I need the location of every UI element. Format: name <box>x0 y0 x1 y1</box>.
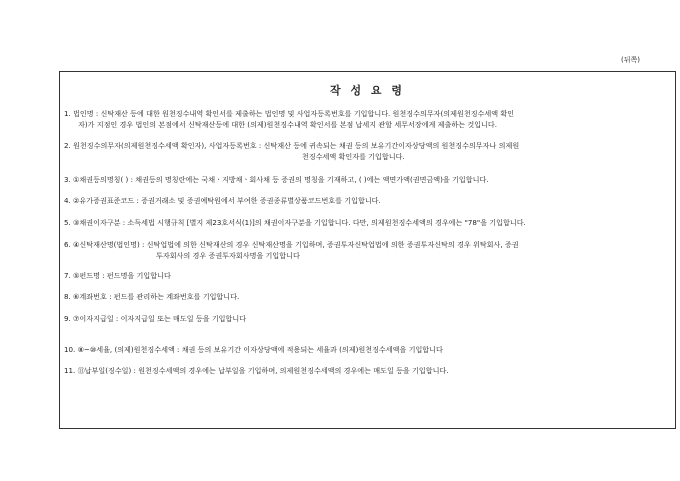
instruction-item-5 <box>64 217 669 228</box>
item-number: 10. <box>64 345 76 354</box>
instruction-item-10 <box>64 344 669 355</box>
item-text-line2: 자)가 지점인 경우 법인의 본점에서 신탁재산등에 대한 (의제)원천징수내역 확인서를 본점 납세지 관할 세무서장에게 제출하는 것입니다. <box>78 120 498 129</box>
item-text-line1: ③채권이자구분 : 소득세법 시행규칙 [별지 제23호서식(1)]의 채권이자구분을 기입합니다. 다만, 의제원천징수세액의 경우에는 "78"을 기입합니다. <box>73 218 526 227</box>
item-number: 4. <box>64 196 71 205</box>
item-number: 1. <box>64 109 71 118</box>
item-number: 9. <box>64 314 71 323</box>
item-text-line1: 법인명 : 신탁재산 등에 대한 원천징수내역 확인서를 제출하는 법인명 및 사업자등록번호를 기입합니다. 원천징수의무자(의제원천징수세액 확인 <box>73 109 515 118</box>
item-number: 7. <box>64 271 71 280</box>
item-text-line1: ②유가증권표준코드 : 증권거래소 및 증권예탁원에서 부여한 증권종류별상품코드번호를 기입합니다. <box>73 196 381 205</box>
page-title: 작 성 요 령 <box>330 84 405 97</box>
instruction-item-6 <box>64 239 669 261</box>
instruction-item-8 <box>64 291 669 302</box>
item-number: 6. <box>64 240 71 249</box>
page-marker: (뒤쪽) <box>621 56 640 64</box>
item-text-line1: ④신탁재산명(법인명) : 신탁업법에 의한 신탁재산의 경우 신탁재산명을 기입하며, 증권투자신탁업법에 의한 증권투자신탁의 경우 위탁회사, 증권 <box>73 240 519 249</box>
instruction-item-3 <box>64 174 669 185</box>
instruction-item-9 <box>64 313 669 324</box>
item-text-line2: 투자회사의 경우 증권투자회사명을 기입합니다 <box>156 251 300 260</box>
item-text-line1: ⑤펀드명 : 펀드명을 기입합니다 <box>73 271 171 280</box>
item-text-line2: 천징수세액 확인자를 기입합니다. <box>302 152 405 161</box>
item-number: 2. <box>64 141 71 150</box>
item-text-line1: ⑥계좌번호 : 펀드를 관리하는 계좌번호를 기입합니다. <box>73 292 240 301</box>
item-text-line1: ⑦이자지급일 : 이자지급일 또는 매도일 등을 기입합니다 <box>73 314 247 323</box>
instruction-item-4 <box>64 195 669 206</box>
instructions-box <box>59 71 676 429</box>
item-text-line1: ⑧~⑩세율, (의제)원천징수세액 : 채권 등의 보유기간 이자상당액에 적용되는 세율과 (의제)원천징수세액을 기입합니다 <box>77 345 443 354</box>
item-text-line1: ⑪납부일(징수일) : 원천징수세액의 경우에는 납부일을 기입하며, 의제원천징수세액의 경우에는 매도일 등을 기입합니다. <box>77 366 449 375</box>
item-text-line1: 원천징수의무자(의제원천징수세액 확인자), 사업자등록번호 : 신탁재산 등에 귀속되는 채권 등의 보유기간이자상당액의 원천징수의무자나 의제원 <box>73 141 520 150</box>
instruction-item-1 <box>64 108 669 130</box>
item-number: 11. <box>64 366 76 375</box>
item-number: 3. <box>64 175 71 184</box>
instruction-item-11 <box>64 365 669 376</box>
item-number: 8. <box>64 292 71 301</box>
item-number: 5. <box>64 218 71 227</box>
item-text-line1: ①채권등의명칭( ) : 채권등의 명칭란에는 국채ㆍ지방채ㆍ회사채 등 증권의 명칭을 기재하고, ( )에는 액면가액(권면금액)을 기입합니다. <box>73 175 489 184</box>
instruction-item-2 <box>64 140 669 162</box>
instruction-item-7 <box>64 270 669 281</box>
